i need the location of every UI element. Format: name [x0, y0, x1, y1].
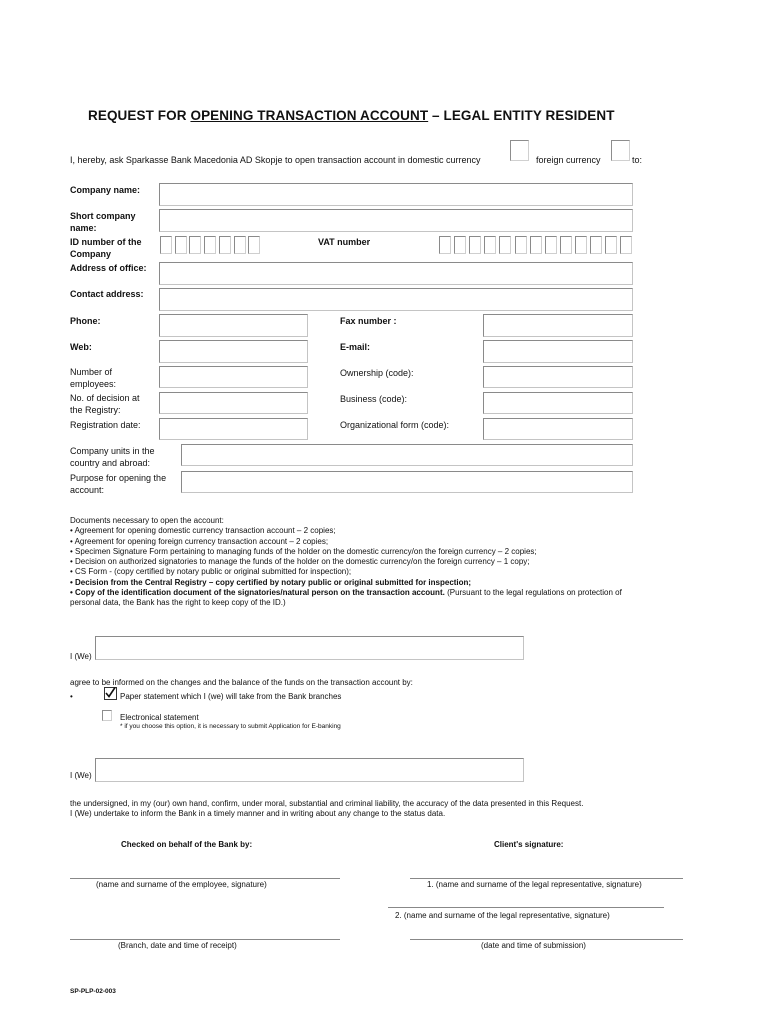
decision-no-field[interactable] [159, 392, 308, 414]
registration-date-label: Registration date: [70, 420, 141, 430]
we-name-field-2[interactable] [95, 758, 524, 782]
id-doc-bold: • Copy of the identification document of the signatories/natural person on the transaction account. [70, 588, 445, 598]
rep1-signature-line[interactable] [410, 878, 683, 879]
submission-line[interactable] [410, 939, 683, 940]
fax-field[interactable] [483, 314, 633, 337]
documents-section [70, 516, 622, 609]
intro-text: I, hereby, ask Sparkasse Bank Macedonia AD Skopje to open transaction account in domestic currency [70, 155, 481, 165]
employee-caption: (name and surname of the employee, signature) [96, 880, 267, 889]
employee-signature-line[interactable] [70, 878, 340, 879]
digit-cell[interactable] [620, 236, 632, 254]
client-signature-label: Client's signature: [494, 840, 564, 849]
digit-cell[interactable] [560, 236, 572, 254]
purpose-label: Purpose for opening the account: [70, 473, 167, 495]
fax-label: Fax number : [340, 316, 397, 326]
ownership-label: Ownership (code): [340, 368, 414, 378]
id-doc-normal: (Pursuant to the legal regulations on protection of [444, 588, 622, 598]
employees-label: Number of employees: [70, 367, 117, 389]
we-label-1: I (We) [70, 652, 92, 661]
contact-address-label: Contact address: [70, 289, 144, 299]
rep1-caption: 1. (name and surname of the legal representative, signature) [427, 880, 642, 889]
units-label: Company units in the country and abroad: [70, 446, 155, 468]
title-prefix: REQUEST FOR [88, 108, 191, 123]
employees-field[interactable] [159, 366, 308, 388]
bullet: • [70, 692, 73, 701]
document-item: • Decision on authorized signatories to manage the funds of the holder on the domestic currency/on the foreign currency – 1 copy; [70, 557, 530, 567]
id-number-label: ID number of the Company [70, 237, 142, 259]
digit-cell[interactable] [160, 236, 172, 254]
electronic-statement-checkbox[interactable] [102, 710, 112, 721]
short-name-label: Short company name: [70, 211, 136, 233]
digit-cell[interactable] [515, 236, 527, 254]
document-item: • Specimen Signature Form pertaining to managing funds of the holder on the domestic currency/on the foreign currency – 2 copies; [70, 546, 537, 556]
document-item: • CS Form - (copy certified by notary public or original submitted for inspection); [70, 567, 352, 577]
digit-cell[interactable] [454, 236, 466, 254]
form-code: SP-PLP-02-003 [70, 988, 116, 995]
checked-by-label: Checked on behalf of the Bank by: [121, 840, 253, 849]
rep2-caption: 2. (name and surname of the legal representative, signature) [395, 911, 610, 920]
business-label: Business (code): [340, 394, 408, 404]
digit-cell[interactable] [439, 236, 451, 254]
digit-cell[interactable] [219, 236, 231, 254]
electronic-statement-label: Electronical statement [120, 713, 199, 722]
form-title [88, 108, 615, 123]
phone-field[interactable] [159, 314, 308, 337]
company-name-field[interactable] [159, 183, 633, 206]
we-name-field-1[interactable] [95, 636, 524, 660]
intro-to: to: [632, 155, 643, 165]
registration-date-field[interactable] [159, 418, 308, 440]
confirm-line-1: the undersigned, in my (our) own hand, confirm, under moral, substantial and criminal liability, the accuracy of the data presented in this Request. [70, 799, 584, 808]
digit-cell[interactable] [469, 236, 481, 254]
web-field[interactable] [159, 340, 308, 363]
rep2-signature-line[interactable] [388, 907, 664, 908]
confirm-line-2: I (We) undertake to inform the Bank in a timely manner and in writing about any change to the status data. [70, 809, 446, 818]
units-field[interactable] [181, 444, 633, 466]
digit-cell[interactable] [499, 236, 511, 254]
digit-cell[interactable] [248, 236, 260, 254]
document-item-id [70, 588, 622, 598]
title-suffix: – LEGAL ENTITY RESIDENT [428, 108, 615, 123]
company-name-label: Company name: [70, 185, 141, 195]
digit-cell[interactable] [575, 236, 587, 254]
document-item: • Agreement for opening foreign currency transaction account – 2 copies; [70, 536, 329, 546]
branch-line[interactable] [70, 939, 340, 940]
we-label-2: I (We) [70, 771, 92, 780]
foreign-currency-checkbox[interactable] [611, 140, 630, 161]
address-label: Address of office: [70, 263, 147, 273]
short-name-field[interactable] [159, 209, 633, 232]
contact-address-field[interactable] [159, 288, 633, 311]
decision-no-label: No. of decision at the Registry: [70, 393, 140, 415]
document-item-id-cont: personal data, the Bank has the right to keep copy of the ID.) [70, 598, 286, 608]
digit-cell[interactable] [189, 236, 201, 254]
digit-cell[interactable] [175, 236, 187, 254]
digit-cell[interactable] [590, 236, 602, 254]
digit-cell[interactable] [530, 236, 542, 254]
ebanking-note: * if you choose this option, it is necessary to submit Application for E-banking [120, 723, 341, 730]
inform-text: agree to be informed on the changes and the balance of the funds on the transaction account by: [70, 678, 413, 687]
submission-caption: (date and time of submission) [481, 941, 586, 950]
ownership-field[interactable] [483, 366, 633, 388]
documents-heading: Documents necessary to open the account: [70, 516, 224, 525]
org-form-label: Organizational form (code): [340, 420, 450, 430]
paper-statement-checkbox[interactable] [104, 687, 117, 700]
digit-cell[interactable] [545, 236, 557, 254]
email-label: E-mail: [340, 342, 371, 352]
checkmark-icon [104, 686, 117, 699]
domestic-currency-checkbox[interactable] [510, 140, 529, 161]
document-item-bold: • Decision from the Central Registry – copy certified by notary public or original submitted for inspection; [70, 577, 472, 587]
digit-cell[interactable] [234, 236, 246, 254]
foreign-currency-label: foreign currency [536, 155, 601, 165]
title-underlined: OPENING TRANSACTION ACCOUNT [190, 108, 429, 123]
address-field[interactable] [159, 262, 633, 285]
document-item: • Agreement for opening domestic currency transaction account – 2 copies; [70, 526, 336, 536]
digit-cell[interactable] [605, 236, 617, 254]
vat-number-label: VAT number [318, 237, 371, 247]
branch-caption: (Branch, date and time of receipt) [118, 941, 237, 950]
digit-cell[interactable] [484, 236, 496, 254]
web-label: Web: [70, 342, 92, 352]
purpose-field[interactable] [181, 471, 633, 493]
email-field[interactable] [483, 340, 633, 363]
phone-label: Phone: [70, 316, 101, 326]
org-form-field[interactable] [483, 418, 633, 440]
paper-statement-label: Paper statement which I (we) will take from the Bank branches [120, 692, 342, 701]
digit-cell[interactable] [204, 236, 216, 254]
business-field[interactable] [483, 392, 633, 414]
